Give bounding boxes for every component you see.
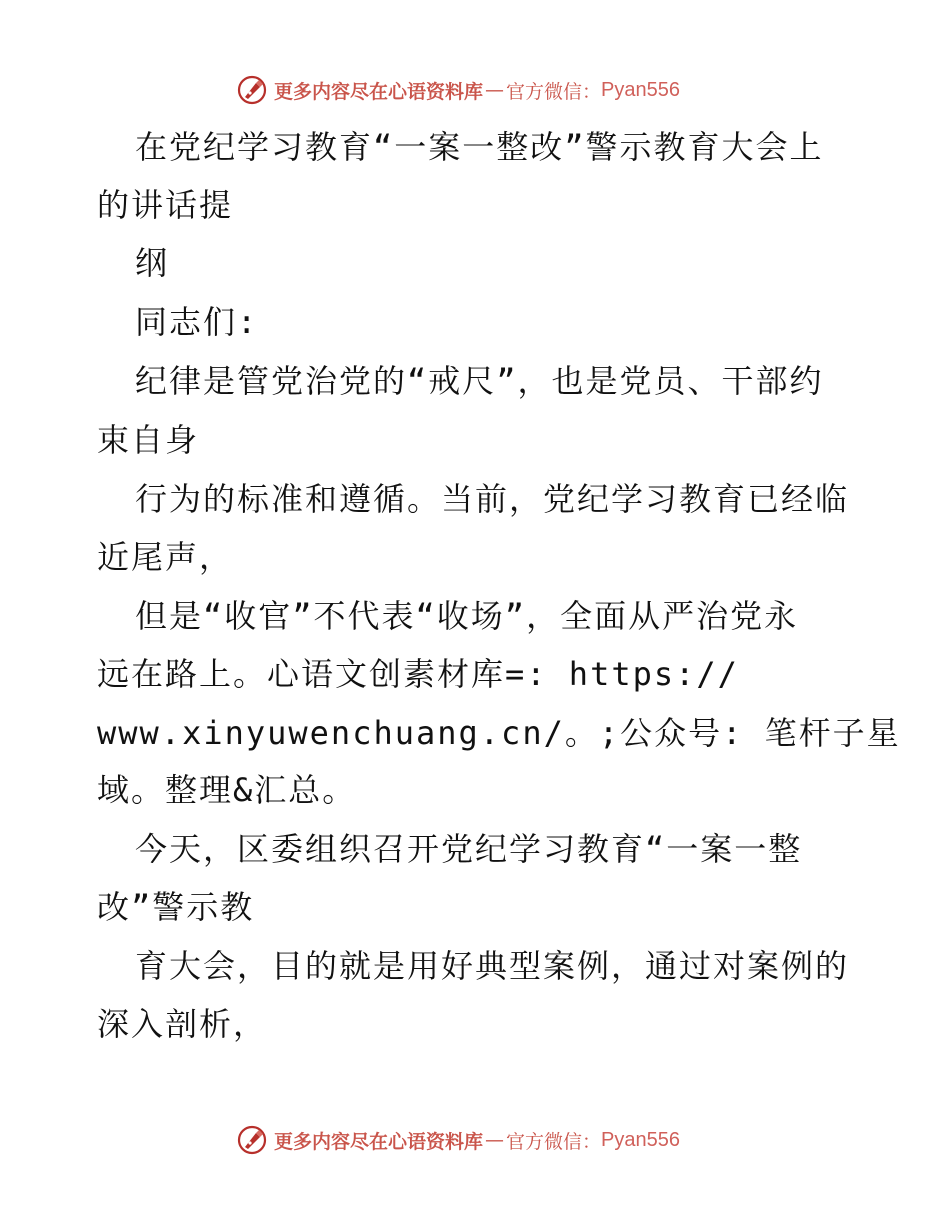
pen-nib-logo-icon (236, 1124, 268, 1156)
text-line: 育大会，目的就是用好典型案例，通过对案例的 (135, 947, 850, 985)
text-line: 深入剖析， (97, 1005, 268, 1043)
footer-banner (236, 1123, 680, 1157)
text-line: 改”警示教 (97, 888, 255, 926)
banner-dash: — (485, 1129, 505, 1151)
text-line: 远在路上。心语文创素材库=: https:// (97, 655, 739, 693)
pen-nib-logo-icon (236, 74, 268, 106)
text-line: 域。整理&汇总。 (97, 771, 357, 809)
banner-dash: — (485, 79, 505, 101)
banner-wechat-account: Pyan556 (601, 78, 680, 101)
banner-slogan: 更多内容尽在心语资料库 (274, 1130, 484, 1153)
text-line: 行为的标准和遵循。当前，党纪学习教育已经临 (135, 480, 850, 518)
text-line: 今天，区委组织召开党纪学习教育“一案一整 (135, 830, 803, 868)
text-line: 的讲话提 (97, 186, 234, 224)
banner-wechat-label: 官方微信： (506, 80, 602, 103)
text-line: www.xinyuwenchuang.cn/。;公众号: 笔杆子星 (97, 714, 901, 752)
text-line: 近尾声， (97, 538, 234, 576)
banner-wechat-account: Pyan556 (601, 1128, 680, 1151)
banner-slogan: 更多内容尽在心语资料库 (274, 80, 484, 103)
text-line: 同志们: (135, 303, 259, 341)
text-line: 纪律是管党治党的“戒尺”，也是党员、干部约 (135, 362, 824, 400)
banner-wechat-label: 官方微信： (506, 1130, 602, 1153)
text-line: 但是“收官”不代表“收场”，全面从严治党永 (135, 597, 799, 635)
text-line: 纲 (135, 244, 170, 282)
header-banner (236, 73, 680, 107)
text-line: 在党纪学习教育“一案一整改”警示教育大会上 (135, 128, 824, 166)
text-line: 束自身 (97, 421, 200, 459)
